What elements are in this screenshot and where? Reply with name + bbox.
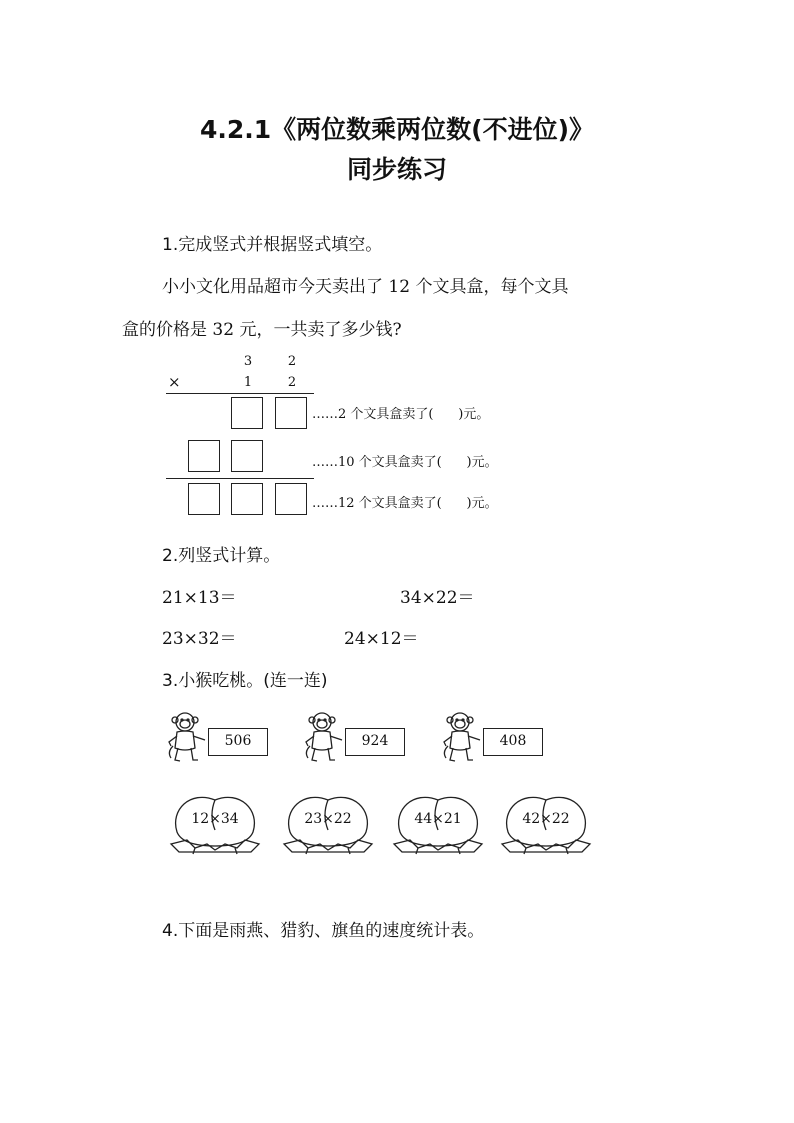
times-sign: × [168, 373, 181, 391]
multiplier-ones-digit: 2 [287, 375, 297, 390]
peach-label-4: 42×22 [522, 811, 570, 827]
question-1-heading: 1.完成竖式并根据竖式填空。 [162, 235, 383, 255]
multiplication-line-2 [166, 478, 314, 479]
answer-box-row3-ones[interactable] [275, 483, 307, 515]
answer-box-row2-tens[interactable] [231, 440, 263, 472]
number-card-2[interactable]: 924 [345, 728, 405, 756]
answer-box-row1-ones[interactable] [275, 397, 307, 429]
answer-box-row2-hundreds[interactable] [188, 440, 220, 472]
calc-item-1: 21×13＝ [162, 588, 237, 608]
number-card-1[interactable]: 506 [208, 728, 268, 756]
note-row-2: ……10 个文具盒卖了( )元。 [312, 455, 498, 470]
note-row-1: ……2 个文具盒卖了( )元。 [312, 407, 490, 422]
monkey-icon [165, 710, 209, 766]
calc-item-2: 34×22＝ [400, 588, 475, 608]
peach-label-2: 23×22 [304, 811, 352, 827]
page-subtitle: 同步练习 [346, 155, 447, 184]
monkey-icon [302, 710, 346, 766]
question-3-heading: 3.小猴吃桃。(连一连) [162, 671, 328, 691]
calc-item-4: 24×12＝ [344, 629, 419, 649]
answer-box-row3-tens[interactable] [231, 483, 263, 515]
number-card-3[interactable]: 408 [483, 728, 543, 756]
multiplier-tens-digit: 1 [243, 375, 253, 390]
question-4-heading: 4.下面是雨燕、猎豹、旗鱼的速度统计表。 [162, 921, 485, 941]
question-1-text-line-2: 盒的价格是 32 元，一共卖了多少钱? [122, 320, 402, 340]
peach-label-1: 12×34 [191, 811, 239, 827]
answer-box-row3-hundreds[interactable] [188, 483, 220, 515]
answer-box-row1-tens[interactable] [231, 397, 263, 429]
monkey-icon [440, 710, 484, 766]
multiplication-line-1 [166, 393, 314, 394]
note-row-3: ……12 个文具盒卖了( )元。 [312, 496, 498, 511]
peach-label-3: 44×21 [414, 811, 462, 827]
calc-item-3: 23×32＝ [162, 629, 237, 649]
question-1-text-line-1: 小小文化用品超市今天卖出了 12 个文具盒，每个文具 [162, 277, 569, 297]
page-title: 4.2.1《两位数乘两位数(不进位)》 [199, 115, 595, 144]
multiplicand-tens-digit: 3 [243, 354, 253, 369]
multiplicand-ones-digit: 2 [287, 354, 297, 369]
question-2-heading: 2.列竖式计算。 [162, 546, 281, 566]
